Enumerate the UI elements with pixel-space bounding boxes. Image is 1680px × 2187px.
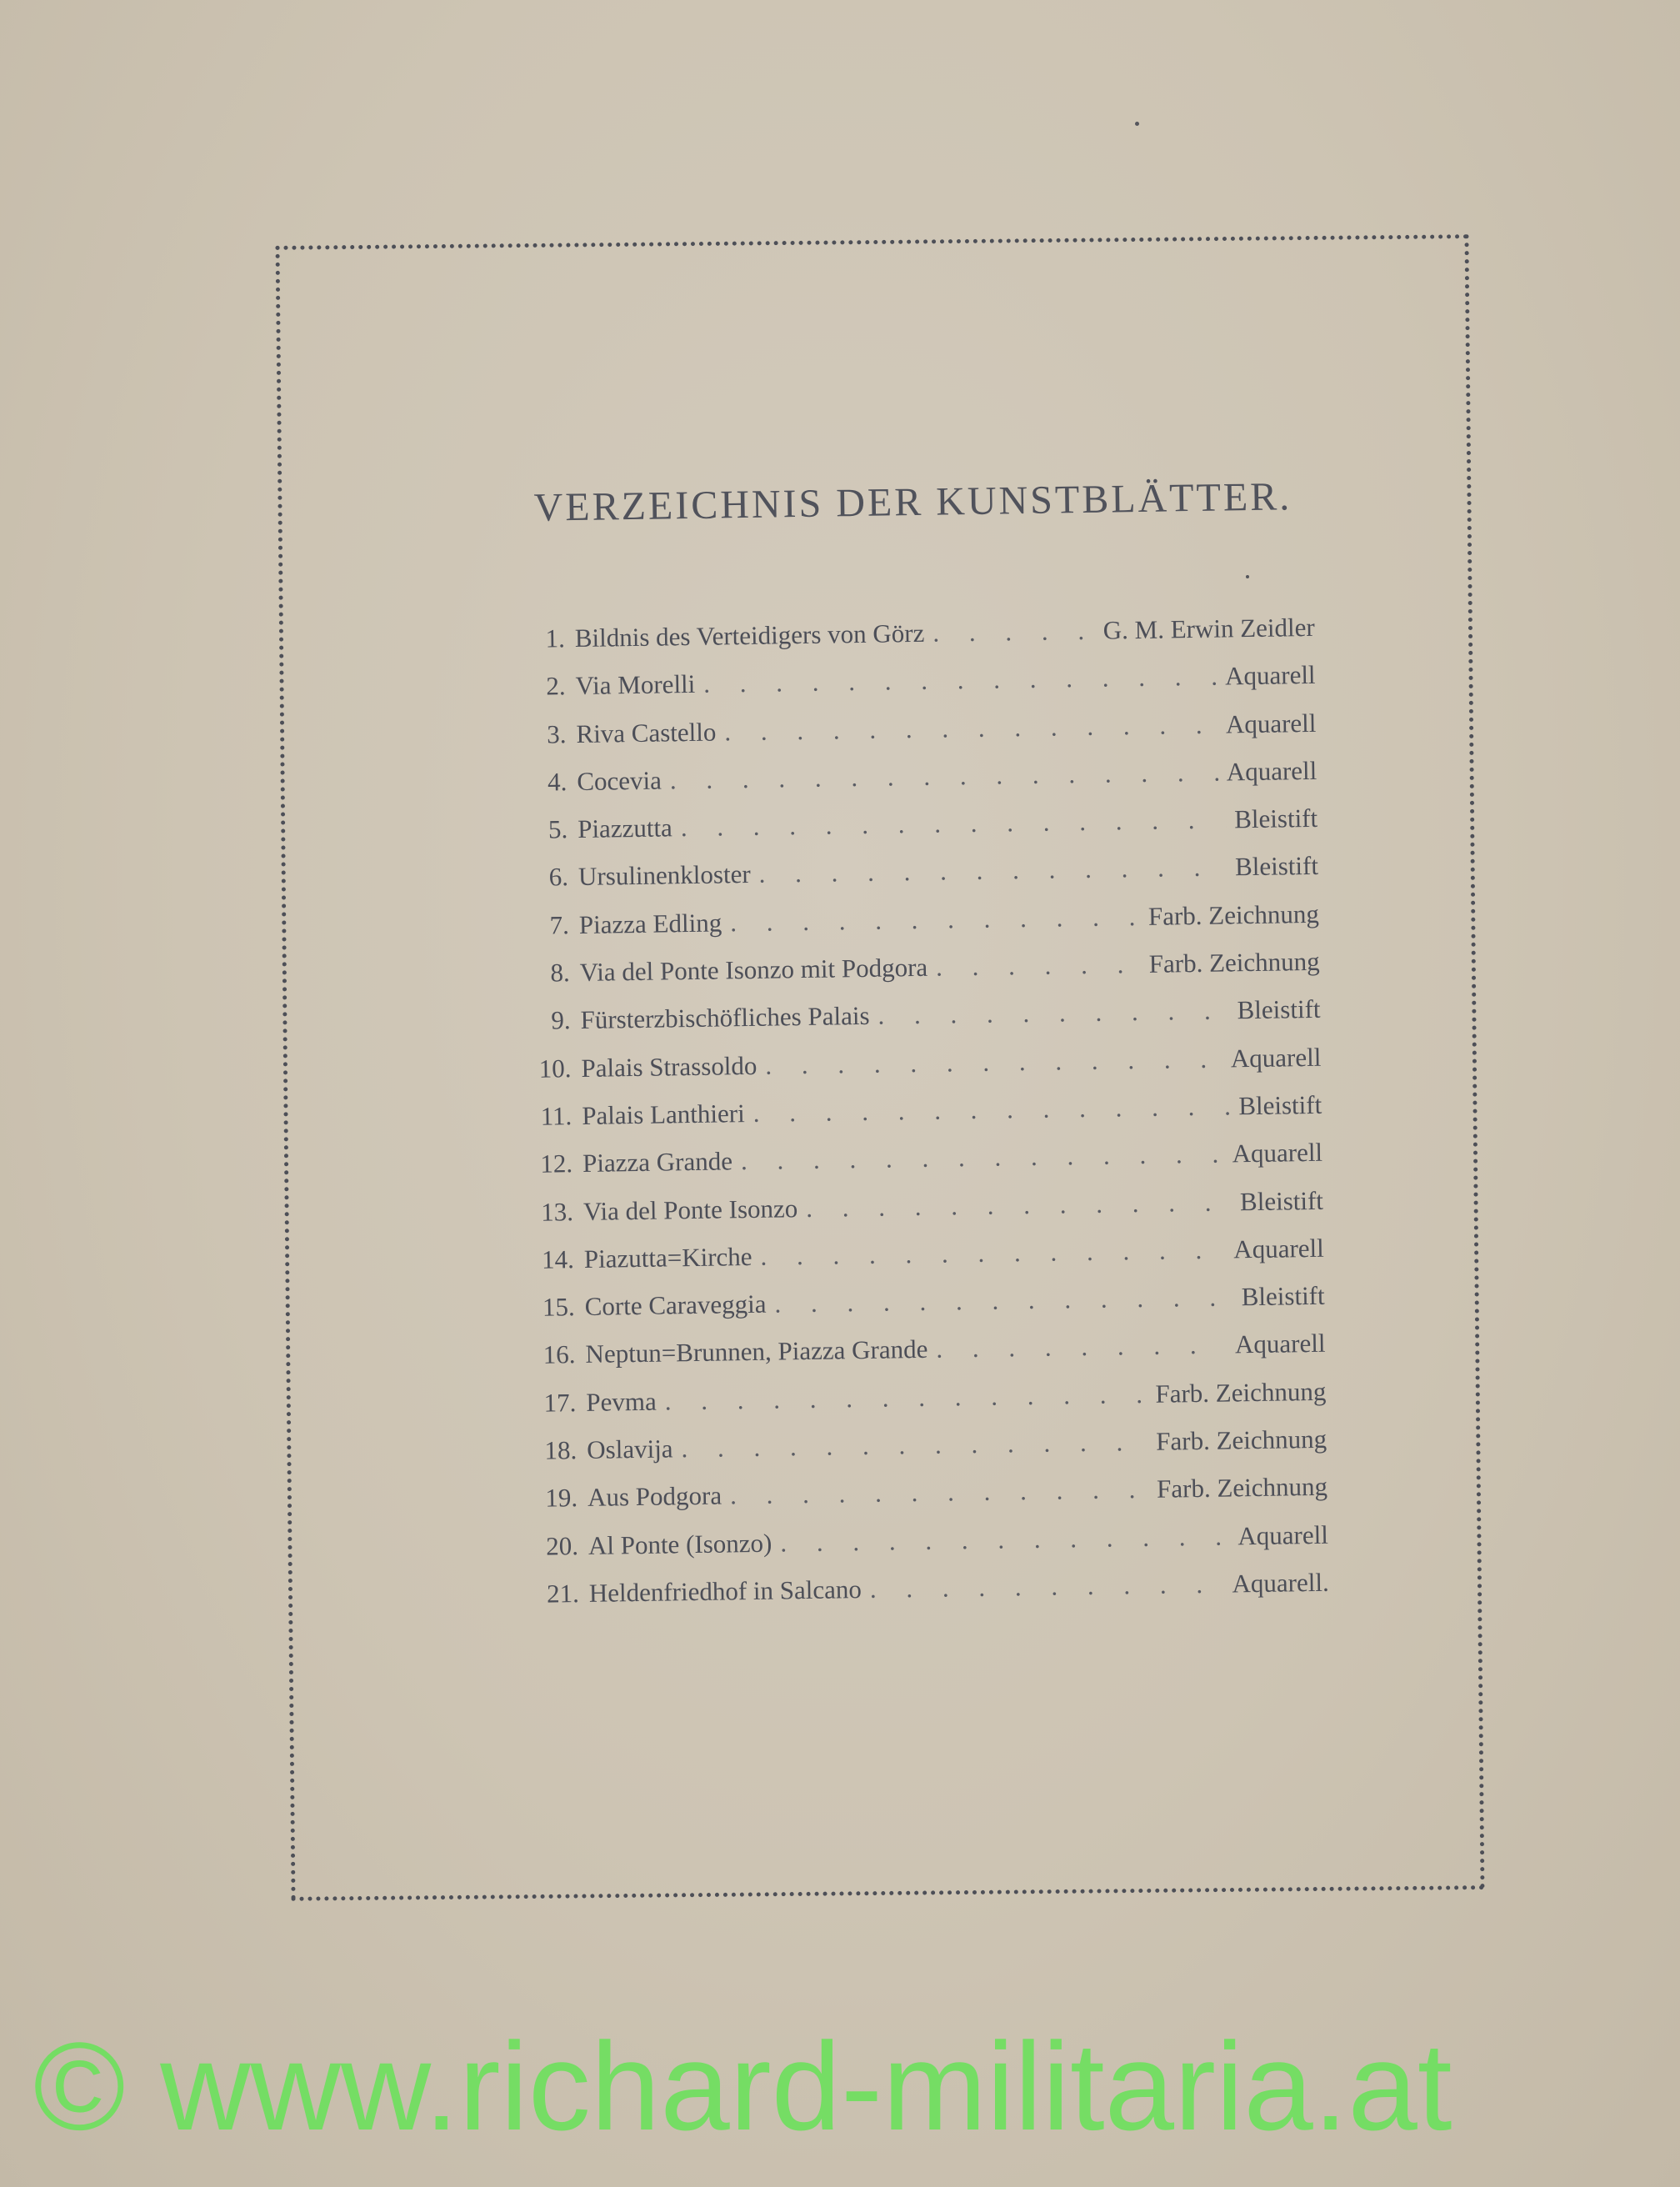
dot-leader: [758, 853, 1227, 889]
dot-leader: [730, 1474, 1149, 1510]
entry-title: Palais Lanthieri: [582, 1099, 745, 1130]
contents-block: [512, 473, 1329, 1627]
entry-title: Palais Strassoldo: [581, 1050, 758, 1083]
entry-number: 16.: [542, 1339, 576, 1370]
dot-leader: [724, 709, 1218, 747]
entry-title: Cocevia: [577, 765, 662, 796]
entry-technique: Aquarell: [1233, 1233, 1324, 1264]
entry-number: 18.: [544, 1435, 578, 1465]
entry-number: 15.: [542, 1292, 575, 1322]
entry-title: Oslavija: [586, 1434, 673, 1464]
entry-number: 3.: [546, 718, 567, 749]
dot-leader: [681, 1427, 1148, 1464]
dot-leader: [806, 1187, 1232, 1224]
page-title: VERZEICHNIS DER KUNSTBLÄTTER.: [533, 474, 1292, 530]
entry-technique: Aquarell: [1232, 1138, 1323, 1169]
entry-number: 1.: [545, 623, 566, 653]
dot-leader: [932, 616, 1095, 648]
entry-technique: G. M. Erwin Zeidler: [1102, 612, 1315, 645]
entry-technique: Aquarell: [1238, 1519, 1329, 1550]
entry-title: Via Morelli: [575, 669, 696, 701]
entry-title: Via del Ponte Isonzo: [582, 1193, 798, 1226]
entry-technique: Bleistift: [1238, 1089, 1322, 1121]
artwork-list: [515, 613, 1330, 1627]
entry-number: 11.: [540, 1101, 572, 1131]
dot-leader: [752, 1091, 1230, 1128]
dot-leader: [870, 1569, 1224, 1604]
entry-title: Fürsterzbischöfliches Palais: [580, 1001, 870, 1035]
entry-title: Piazza Grande: [582, 1146, 733, 1179]
entry-number: 10.: [538, 1053, 572, 1083]
entry-technique: Farb. Zeichnung: [1156, 1472, 1328, 1504]
paper-speck: [1135, 122, 1139, 126]
dot-leader: [703, 662, 1217, 699]
entry-number: 9.: [551, 1005, 571, 1035]
entry-title: Neptun=Brunnen, Piazza Grande: [585, 1334, 928, 1369]
entry-technique: Aquarell: [1234, 1329, 1326, 1359]
dot-leader: [780, 1521, 1230, 1558]
entry-number: 12.: [540, 1149, 573, 1179]
entry-title: Piazutta=Kirche: [583, 1241, 752, 1274]
entry-technique: Aquarell.: [1232, 1567, 1329, 1599]
entry-technique: Bleistift: [1239, 1185, 1324, 1216]
entry-technique: Aquarell: [1230, 1042, 1322, 1073]
entry-technique: Farb. Zeichnung: [1148, 946, 1320, 978]
entry-title: Via del Ponte Isonzo mit Podgora: [579, 952, 928, 988]
entry-technique: Aquarell: [1226, 755, 1318, 787]
entry-title: Corte Caraveggia: [584, 1289, 767, 1322]
dot-leader: [878, 996, 1229, 1031]
dot-leader: [741, 1139, 1224, 1177]
entry-number: 14.: [541, 1244, 575, 1274]
entry-technique: Bleistift: [1234, 851, 1319, 882]
entry-number: 17.: [543, 1387, 577, 1418]
entry-number: 8.: [550, 958, 570, 988]
copyright-watermark: © www.richard-militaria.at: [33, 2016, 1452, 2156]
dot-leader: [936, 1330, 1227, 1364]
dot-leader: [730, 902, 1140, 938]
entry-title: Pevma: [586, 1386, 658, 1417]
entry-title: Al Ponte (Isonzo): [588, 1528, 772, 1560]
entry-number: 2.: [546, 671, 566, 701]
entry-technique: Farb. Zeichnung: [1156, 1424, 1328, 1456]
entry-number: 19.: [545, 1483, 578, 1514]
entry-number: 5.: [548, 814, 568, 844]
entry-title: Piazza Edling: [578, 908, 722, 939]
entry-number: 4.: [547, 767, 568, 797]
entry-technique: Bleistift: [1233, 803, 1318, 834]
entry-technique: Farb. Zeichnung: [1148, 898, 1320, 931]
entry-technique: Bleistift: [1241, 1280, 1325, 1312]
entry-title: Ursulinenkloster: [578, 859, 751, 892]
entry-technique: Aquarell: [1224, 660, 1316, 691]
entry-technique: Aquarell: [1225, 708, 1317, 739]
entry-title: Bildnis des Verteidigers von Görz: [574, 618, 925, 653]
entry-title: Riva Castello: [576, 717, 717, 748]
dot-leader: [936, 949, 1141, 983]
dot-leader: [760, 1234, 1225, 1271]
entry-number: 21.: [546, 1579, 580, 1609]
entry-technique: Farb. Zeichnung: [1155, 1376, 1327, 1409]
dot-leader: [765, 1043, 1222, 1080]
entry-number: 20.: [545, 1530, 579, 1561]
entry-technique: Bleistift: [1237, 994, 1321, 1025]
entry-number: 7.: [549, 909, 570, 940]
entry-number: 6.: [548, 862, 569, 893]
dot-leader: [664, 1379, 1147, 1417]
entry-title: Aus Podgora: [587, 1480, 722, 1513]
dot-leader: [774, 1283, 1233, 1319]
entry-title: Heldenfriedhof in Salcano: [588, 1574, 862, 1608]
entry-title: Piazzutta: [577, 813, 673, 844]
entry-number: 13.: [540, 1196, 574, 1227]
